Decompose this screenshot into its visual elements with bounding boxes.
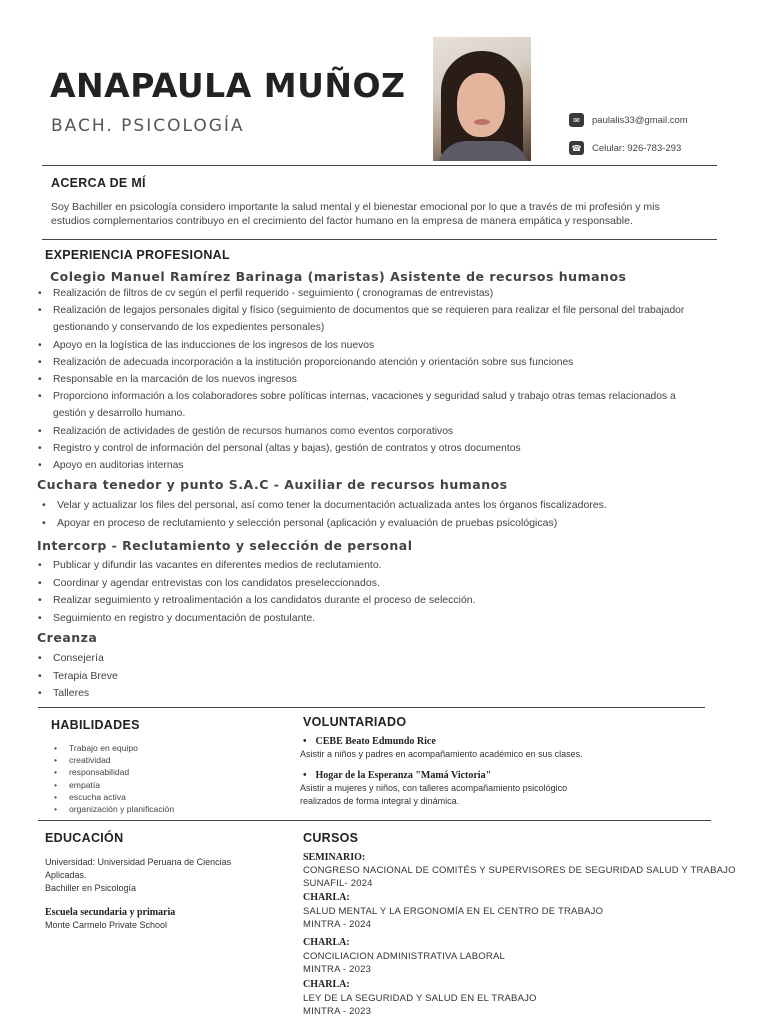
list-item: • Registro y control de información del personal (altas y bajas), gestión de contratos y otros documentos	[38, 440, 708, 457]
list-item: • Realización de filtros de cv según el perfil requerido - seguimiento ( cronogramas de entrevistas)	[38, 285, 708, 302]
list-item: • Apoyo en auditorias internas	[38, 457, 708, 474]
list-item: • Apoyar en proceso de reclutamiento y selección personal (aplicación y evaluación de pruebas psicológicas)	[42, 515, 722, 533]
job-title: Cuchara tenedor y punto S.A.C - Auxiliar de recursos humanos	[37, 477, 508, 492]
list-item: • Consejería	[38, 650, 338, 668]
list-item: • Talleres	[38, 685, 338, 703]
skills-heading: HABILIDADES	[51, 718, 140, 732]
list-item: • escucha activa	[54, 791, 274, 803]
course-name: LEY DE LA SEGURIDAD Y SALUD EN EL TRABAJO	[303, 993, 537, 1004]
list-item: • Terapia Breve	[38, 668, 338, 686]
course-org: SUNAFIL- 2024	[303, 878, 373, 889]
email-contact[interactable]	[569, 113, 688, 127]
course-org: MINTRA - 2024	[303, 919, 372, 930]
course-name: CONGRESO NACIONAL DE COMITÉS Y SUPERVISORES DE SEGURIDAD SALUD Y TRABAJO	[303, 865, 736, 876]
list-item: • responsabilidad	[54, 766, 274, 778]
email-text: paulalis33@gmail.com	[592, 114, 688, 126]
list-item: • Velar y actualizar los files del personal, así como tener la documentación actualizada antes los órganos fiscalizadores.	[42, 497, 722, 515]
list-item: • Realización de legajos personales digital y físico (seguimiento de documentos que se requieren para realizar el file personal del trabajador gestionando y conservando de los expedientes personales)	[38, 302, 708, 336]
list-item: • Responsable en la marcación de los nuevos ingresos	[38, 371, 708, 388]
list-item: • Realización de adecuada incorporación a la institución proporcionando atención y orientación sobre sus funciones	[38, 354, 708, 371]
course-name: SALUD MENTAL Y LA ERGONOMÍA EN EL CENTRO DE TRABAJO	[303, 906, 604, 917]
job-duties	[38, 650, 338, 703]
volunteer-desc: Asistir a niños y padres en acompañamiento académico en sus clases.	[300, 749, 583, 759]
list-item: • Seguimiento en registro y documentación de postulante.	[38, 610, 718, 628]
list-item: • Apoyo en la logística de las inducciones de los ingresos de los nuevos	[38, 337, 708, 354]
skills-list	[54, 742, 274, 815]
job-title: Creanza	[37, 630, 98, 645]
about-heading: ACERCA DE MÍ	[51, 176, 146, 190]
school-name: Monte Carmelo Private School	[45, 920, 168, 930]
job-duties	[38, 285, 708, 474]
list-item: • Publicar y difundir las vacantes en diferentes medios de reclutamiento.	[38, 557, 718, 575]
phone-icon: ☎	[569, 141, 584, 155]
list-item: • Realizar seguimiento y retroalimentación a los candidatos durante el proceso de selección.	[38, 592, 718, 610]
list-item: • creatividad	[54, 754, 274, 766]
volunteer-desc: Asistir a mujeres y niños, con talleres acompañamiento psicológico realizados de forma integral y dinámica.	[300, 783, 568, 806]
profile-photo	[433, 37, 531, 161]
divider	[38, 707, 705, 708]
course-label: CHARLA:	[303, 979, 350, 990]
course-name: CONCILIACION ADMINISTRATIVA LABORAL	[303, 951, 505, 962]
education-heading: EDUCACIÓN	[45, 831, 124, 845]
divider	[42, 165, 717, 166]
course-org: MINTRA - 2023	[303, 1006, 372, 1017]
about-text: Soy Bachiller en psicología considero importante la salud mental y el bienestar emocional por lo que a través de mi profesión y mis estudios complementarios contribuyo en el crecimiento del factor humano en la empresa de manera empática y responsable.	[51, 201, 660, 227]
volunteer-heading: VOLUNTARIADO	[303, 715, 407, 729]
list-item: • Proporciono información a los colaboradores sobre políticas internas, vacaciones y seguridad salud y trabajo otras temas relacionados a gestión y desarrollo humano.	[38, 388, 708, 422]
job-title: Colegio Manuel Ramírez Barinaga (maristas) Asistente de recursos humanos	[50, 269, 627, 284]
volunteer-title: • CEBE Beato Edmundo Rice	[303, 736, 436, 747]
job-duties	[38, 557, 718, 627]
candidate-title: BACH. PSICOLOGÍA	[51, 116, 245, 136]
list-item: • empatía	[54, 779, 274, 791]
volunteer-title: • Hogar de la Esperanza "Mamá Victoria"	[303, 770, 491, 781]
job-duties	[42, 497, 722, 532]
job-title: Intercorp - Reclutamiento y selección de personal	[37, 538, 413, 553]
candidate-name: ANAPAULA MUÑOZ	[50, 66, 406, 105]
mail-icon: ✉	[569, 113, 584, 127]
course-label: SEMINARIO:	[303, 852, 366, 863]
divider	[38, 820, 711, 821]
phone-contact[interactable]	[569, 141, 681, 155]
list-item: • Realización de actividades de gestión de recursos humanos como eventos corporativos	[38, 423, 708, 440]
university-info: Universidad: Universidad Peruana de Ciencias Aplicadas. Bachiller en Psicología	[45, 857, 232, 893]
course-label: CHARLA:	[303, 937, 350, 948]
course-label: CHARLA:	[303, 892, 350, 903]
school-title: Escuela secundaria y primaria	[45, 907, 176, 918]
experience-heading: EXPERIENCIA PROFESIONAL	[45, 248, 230, 262]
phone-text: Celular: 926-783-293	[592, 142, 682, 154]
list-item: • organización y planificación	[54, 803, 274, 815]
course-org: MINTRA - 2023	[303, 964, 372, 975]
courses-heading: CURSOS	[303, 831, 359, 845]
divider	[42, 239, 717, 240]
list-item: • Coordinar y agendar entrevistas con los candidatos preseleccionados.	[38, 575, 718, 593]
list-item: • Trabajo en equipo	[54, 742, 274, 754]
